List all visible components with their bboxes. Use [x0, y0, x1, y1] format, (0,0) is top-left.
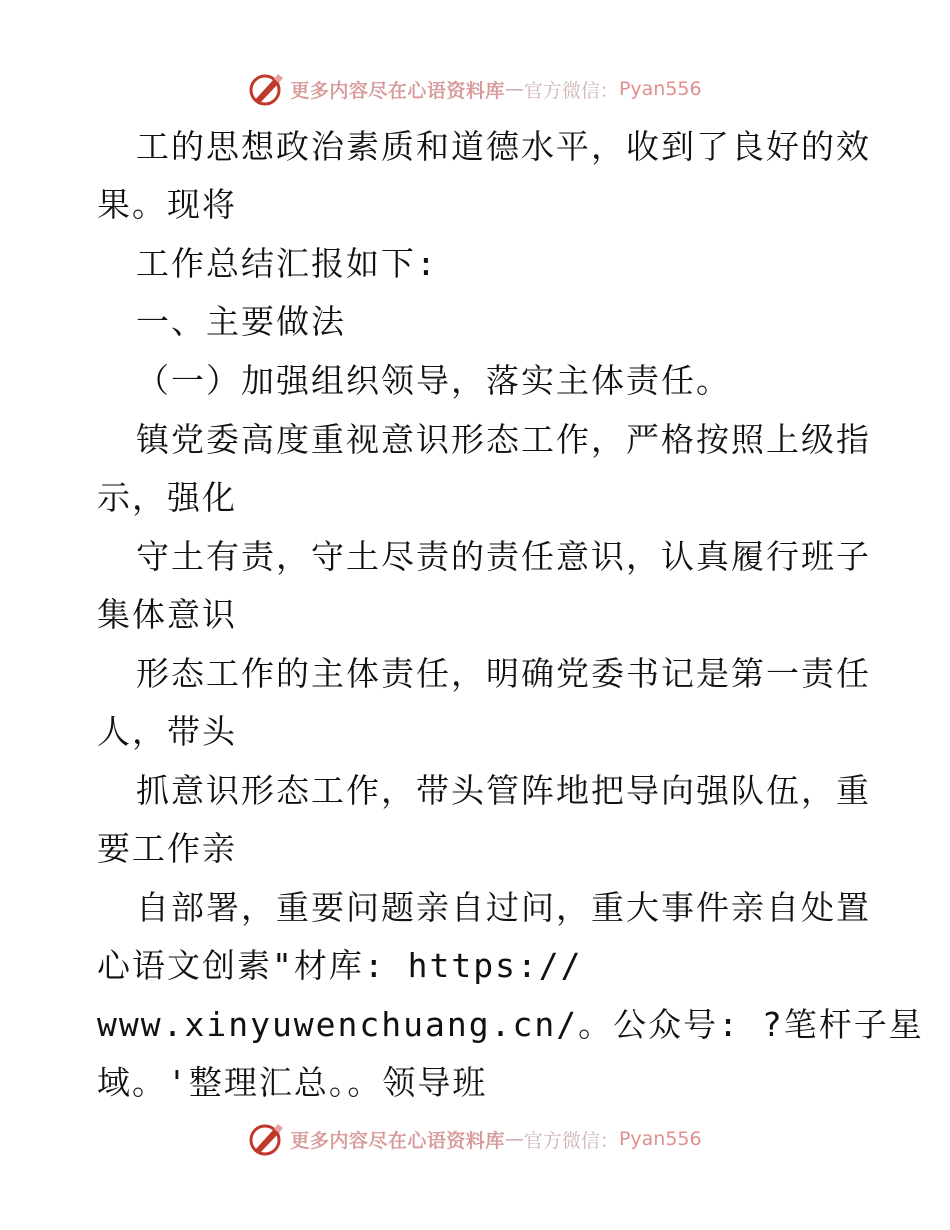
text-line: 抓意识形态工作，带头管阵地把导向强队伍，重	[136, 771, 871, 810]
subsection-heading: （一）加强组织领导，落实主体责任。	[136, 361, 731, 400]
text-line: 果。现将	[97, 185, 237, 224]
text-line: 工作总结汇报如下:	[136, 244, 438, 283]
banner-dash: —	[504, 1128, 524, 1150]
text-line: 要工作亲	[97, 829, 237, 868]
text-line: 示，强化	[97, 478, 237, 517]
banner-tagline: 更多内容尽在心语资料库	[290, 1129, 505, 1152]
text-line: 镇党委高度重视意识形态工作，严格按照上级指	[136, 420, 871, 459]
text-line: 心语文创素"材库: https://	[97, 946, 583, 985]
footer-watermark-banner	[0, 1117, 950, 1161]
text-line: 工的思想政治素质和道德水平，收到了良好的效	[136, 127, 871, 166]
banner-official-label: 官方微信：	[523, 1129, 619, 1152]
banner-wechat-id: Pyan556	[618, 78, 702, 100]
text-line: 域。'整理汇总。。领导班	[97, 1063, 488, 1102]
text-line: 人，带头	[97, 712, 237, 751]
banner-tagline: 更多内容尽在心语资料库	[290, 79, 505, 102]
text-line: 形态工作的主体责任，明确党委书记是第一责任	[136, 654, 871, 693]
pen-logo-icon	[248, 71, 286, 107]
text-line: 守土有责，守土尽责的责任意识，认真履行班子	[136, 537, 871, 576]
text-line: www.xinyuwenchuang.cn/。公众号: ?笔杆子星	[97, 1005, 924, 1044]
banner-official-label: 官方微信：	[523, 79, 619, 102]
header-watermark-banner	[0, 67, 950, 111]
banner-dash: —	[504, 78, 524, 100]
pen-logo-icon	[248, 1121, 286, 1157]
section-heading: 一、主要做法	[136, 302, 346, 341]
banner-wechat-id: Pyan556	[618, 1128, 702, 1150]
text-line: 自部署，重要问题亲自过问，重大事件亲自处置	[136, 888, 871, 927]
text-line: 集体意识	[97, 595, 237, 634]
